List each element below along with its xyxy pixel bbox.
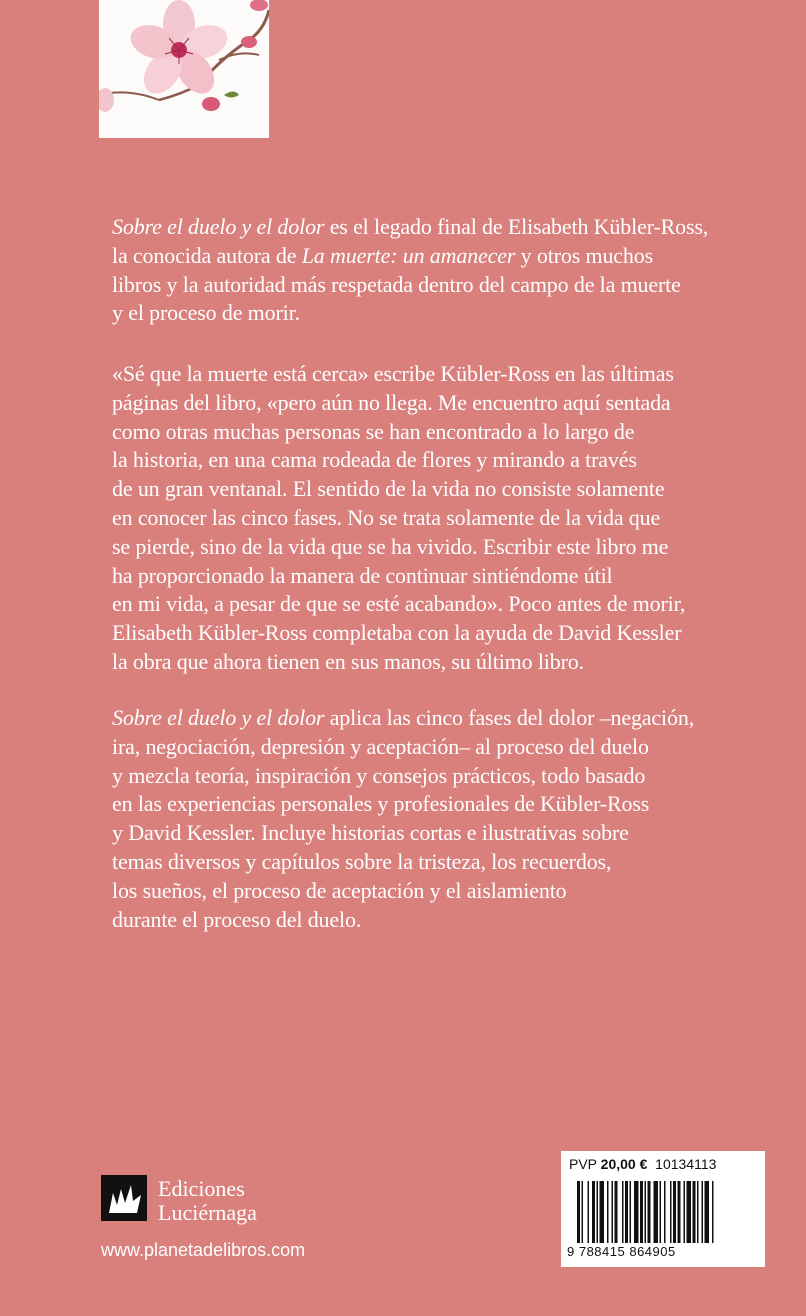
firefly-logo-icon <box>101 1175 147 1221</box>
barcode-box <box>561 1151 765 1267</box>
cherry-blossom-icon <box>99 0 269 138</box>
publisher-line1: Ediciones <box>158 1176 245 1201</box>
summary-paragraph <box>112 704 772 934</box>
publisher-line2: Luciérnaga <box>158 1200 257 1225</box>
book-title: Sobre el duelo y el dolor <box>112 214 325 239</box>
quote-paragraph <box>112 360 772 677</box>
quote-text: «Sé que la muerte está cerca» escribe Kübler-Ross en las últimas páginas del libro, «pero aún no llega. Me encuentro aquí sentada como otras muchas personas se han encontrado a lo largo de la historia, en una cama rodeada de flores y mirando a través de un gran ventanal. El sentido de la vida no consiste solamente en conocer las cinco fases. No se trata solamente de la vida que se pierde, sino de la vida que se ha vivido. Escribir este libro me ha proporcionado la manera de continuar sintiéndome útil en mi vida, a pesar de que se esté acabando». Poco antes de morir, Elisabeth Kübler-Ross completaba con la ayuda de David Kessler la obra que ahora tienen en sus manos, su último libro. <box>112 361 686 674</box>
publisher-name <box>158 1177 257 1225</box>
intro-paragraph <box>112 213 772 328</box>
price-prefix: PVP <box>569 1156 597 1172</box>
summary-text: aplica las cinco fases del dolor –negación, ira, negociación, depresión y aceptación– al proceso del duelo y mezcla teoría, inspiración y consejos prácticos, todo basado en las experiencias personales y profesionales de Kübler-Ross y David Kessler. Incluye historias cortas e ilustrativas sobre temas diversos y capítulos sobre la tristeza, los recuerdos, los sueños, el proceso de aceptación y el aislamiento durante el proceso del duelo. <box>112 705 695 932</box>
intro-text-b: y otros muchos libros y la autoridad más respetada dentro del campo de la muerte y el proceso de morir. <box>112 242 681 326</box>
publisher-logo <box>101 1175 147 1221</box>
cherry-blossom-image <box>99 0 269 138</box>
book-title-2: Sobre el duelo y el dolor <box>112 705 325 730</box>
intro-text-a: es el legado final de Elisabeth Kübler-Ross, la conocida autora de <box>112 214 709 268</box>
isbn-digits: 9 788415 864905 <box>567 1244 676 1259</box>
product-code: 10134113 <box>655 1156 717 1172</box>
price-amount: 20,00 € <box>600 1156 648 1172</box>
website-url: www.planetadelibros.com <box>101 1240 306 1260</box>
other-book-title: La muerte: un amanecer <box>301 242 516 268</box>
